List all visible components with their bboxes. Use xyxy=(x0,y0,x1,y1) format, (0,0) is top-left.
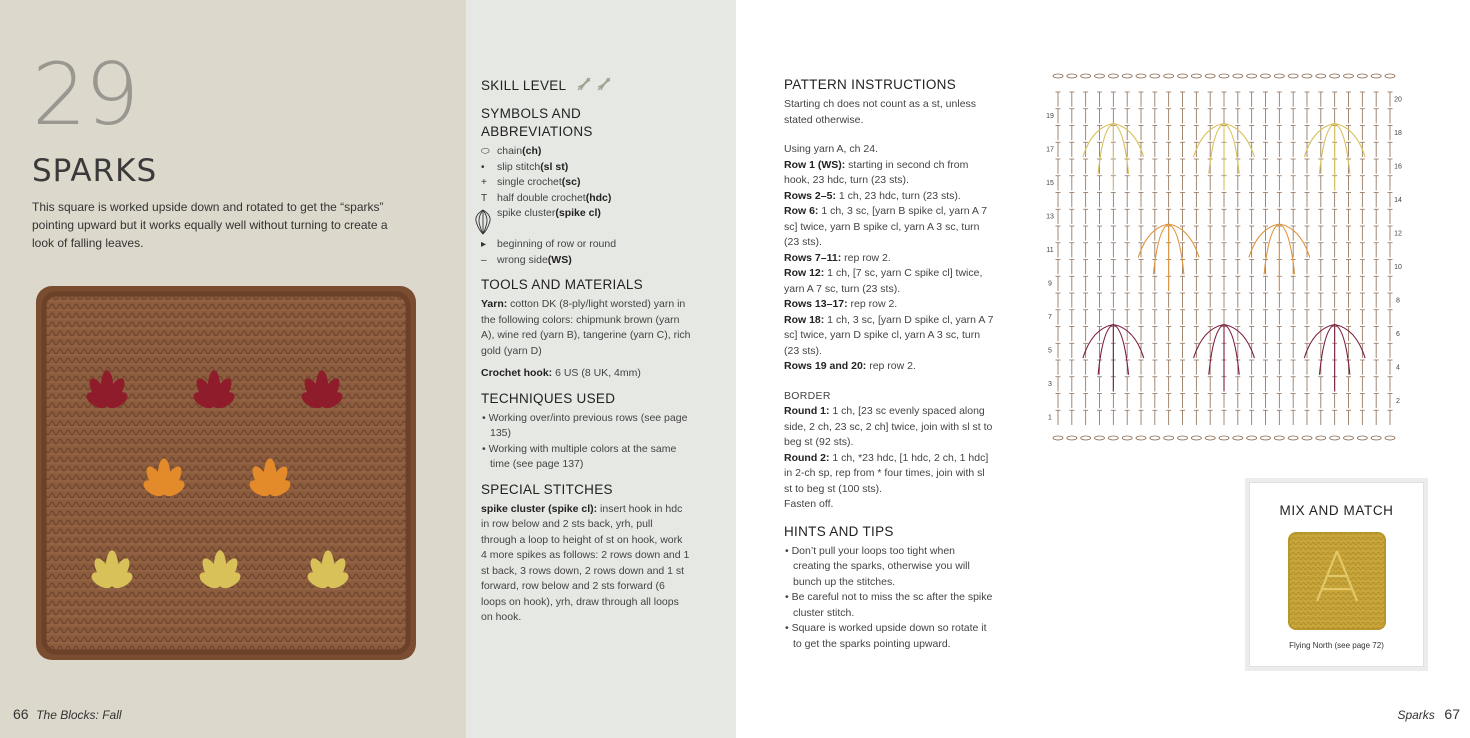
hdc-icon: T xyxy=(481,192,488,204)
chart-row-number: 15 xyxy=(1046,180,1054,188)
hook-info: Crochet hook: 6 US (8 UK, 4mm) xyxy=(481,367,641,379)
chart-row-number: 18 xyxy=(1394,129,1402,137)
chart-row-number: 9 xyxy=(1048,280,1052,288)
mix-and-match-caption: Flying North (see page 72) xyxy=(1289,641,1384,650)
techniques-heading: TECHNIQUES USED xyxy=(481,390,616,406)
fasten-off: Fasten off. xyxy=(784,498,834,510)
chart-row-number: 6 xyxy=(1396,330,1400,338)
mix-and-match-image xyxy=(1287,531,1387,631)
special-stitches-heading: SPECIAL STITCHES xyxy=(481,481,613,497)
pattern-row: Row 6: 1 ch, 3 sc, [yarn B spike cl, yarn A 7 sc] twice, yarn B spike cl, yarn A 3 sc, turn (23 sts). xyxy=(784,205,988,248)
middle-column xyxy=(481,76,691,634)
pattern-row: Row 18: 1 ch, 3 sc, [yarn D spike cl, yarn A 7 sc] twice, yarn D spike cl, yarn A 3 sc, turn (23 sts). xyxy=(784,313,994,357)
spike-cluster-mark xyxy=(1194,325,1255,392)
intro-text: This square is worked upside down and rotated to get the “sparks” pointing upward but it works equally well without turning to create a look of falling leaves. xyxy=(32,200,388,250)
technique-item: • Working with multiple colors at the same time (see page 137) xyxy=(482,442,677,470)
chart-row-number: 20 xyxy=(1394,96,1402,104)
pattern-heading: PATTERN INSTRUCTIONS xyxy=(784,77,957,92)
left-section-title: The Blocks: Fall xyxy=(36,708,122,722)
chain-icon: ⬭ xyxy=(481,146,490,157)
pattern-row: Row 12: 1 ch, [7 sc, yarn C spike cl] twice, yarn A 7 sc, turn (23 sts). xyxy=(784,267,983,295)
single-crochet-icon: + xyxy=(481,177,487,188)
technique-item: • Working over/into previous rows (see page 135) xyxy=(482,411,688,439)
special-stitch-text: spike cluster (spike cl): insert hook in hdc in row below and 2 sts back, yrh, pull through a loop to height of st on hook, work 4 more spikes as follows: 2 rows down and 1 st back, 3 rows down, 2 rows down and 1 st forward, row below and 2 sts forward (6 loops on hook), yrh, draw through all loops on hook. xyxy=(481,502,690,623)
chart-row-number: 17 xyxy=(1046,146,1054,154)
chart-row-number: 10 xyxy=(1394,263,1402,271)
page-title: SPARKS xyxy=(32,153,158,189)
symbol-slip-stitch: • slip stitch (sl st) xyxy=(481,160,691,176)
pattern-row: Rows 2–5: 1 ch, 23 hdc, turn (23 sts). xyxy=(784,189,961,202)
spike-cluster-mark xyxy=(1249,224,1310,291)
symbol-chain: ⬭ chain (ch) xyxy=(481,144,691,160)
mix-and-match-box xyxy=(1249,482,1424,667)
tools-heading: TOOLS AND MATERIALS xyxy=(481,277,643,292)
symbol-half-double-crochet: T half double crochet (hdc) xyxy=(481,191,691,207)
skill-level-icon xyxy=(576,76,616,97)
mix-and-match-title: MIX AND MATCH xyxy=(1279,503,1394,518)
chart-row-number: 19 xyxy=(1046,113,1054,121)
chart-row-number: 16 xyxy=(1394,163,1402,171)
right-section-title: Sparks xyxy=(1397,708,1435,722)
pattern-row: Rows 13–17: rep row 2. xyxy=(784,298,898,310)
border-round: Round 2: 1 ch, *23 hdc, [1 hdc, 2 ch, 1 hdc] in 2-ch sp, rep from * four times, join with sl st to beg st (100 sts). xyxy=(784,451,989,495)
chart-row-number: 3 xyxy=(1048,381,1052,389)
spike-cluster-mark xyxy=(1083,325,1144,392)
slip-stitch-icon: • xyxy=(481,161,485,173)
stitch-chart xyxy=(1038,70,1410,445)
hints-heading: HINTS AND TIPS xyxy=(784,523,894,539)
chart-row-number: 14 xyxy=(1394,196,1402,204)
left-page-number: 66 xyxy=(13,706,29,722)
spike-cluster-mark xyxy=(1083,124,1144,191)
chart-row-number: 4 xyxy=(1396,364,1400,372)
pattern-intro: Starting ch does not count as a st, unless stated otherwise. xyxy=(784,98,977,126)
pattern-using: Using yarn A, ch 24. xyxy=(784,143,878,155)
right-page-number: 67 xyxy=(1444,706,1460,722)
symbol-beginning: ▸ beginning of row or round xyxy=(481,237,691,253)
skill-level-heading: SKILL LEVEL xyxy=(481,76,691,97)
chart-row-number: 7 xyxy=(1048,314,1052,322)
arrow-right-icon: ▸ xyxy=(481,239,487,250)
right-footer xyxy=(1397,706,1460,722)
wrong-side-icon: – xyxy=(481,254,487,266)
chart-row-number: 8 xyxy=(1396,297,1400,305)
left-page xyxy=(0,0,466,738)
pattern-row: Row 1 (WS): starting in second ch from hook, 23 hdc, turn (23 sts). xyxy=(784,158,969,186)
left-footer xyxy=(13,706,122,722)
chart-row-number: 12 xyxy=(1394,230,1402,238)
block-number: 29 xyxy=(32,45,138,145)
chart-row-number: 5 xyxy=(1048,347,1052,355)
crochet-square-photo xyxy=(34,284,418,662)
symbol-spike-cluster: spike cluster (spike cl) xyxy=(481,206,691,237)
right-column xyxy=(784,76,994,660)
border-heading: BORDER xyxy=(784,389,831,402)
hint-item: • Square is worked upside down so rotate it to get the sparks pointing upward. xyxy=(785,622,987,650)
spike-cluster-mark xyxy=(1194,124,1255,191)
symbols-heading: SYMBOLS AND ABBREVIATIONS xyxy=(481,106,593,139)
spike-cluster-mark xyxy=(1138,224,1199,291)
chart-row-number: 11 xyxy=(1046,247,1054,255)
border-round: Round 1: 1 ch, [23 sc evenly spaced along side, 2 ch, 23 sc, 2 ch] twice, join with sl st to beg st (92 sts). xyxy=(784,405,993,448)
pattern-row: Rows 19 and 20: rep row 2. xyxy=(784,360,916,372)
chart-row-number: 2 xyxy=(1396,397,1400,405)
hint-item: • Don’t pull your loops too tight when creating the sparks, otherwise you will bunch up the stitches. xyxy=(785,544,970,588)
chart-row-number: 13 xyxy=(1046,213,1054,221)
pattern-row: Rows 7–11: rep row 2. xyxy=(784,251,891,264)
hint-item: • Be careful not to miss the sc after the spike cluster stitch. xyxy=(785,591,993,619)
spike-cluster-mark xyxy=(1304,325,1365,392)
chart-row-number: 1 xyxy=(1048,414,1052,422)
symbol-single-crochet: + single crochet (sc) xyxy=(481,175,691,191)
yarn-info: Yarn: cotton DK (8-ply/light worsted) yarn in the following colors: chipmunk brown (yarn A), wine red (yarn B), tangerine (yarn C), rich gold (yarn D) xyxy=(481,298,691,357)
spike-cluster-mark xyxy=(1304,124,1365,191)
symbol-wrong-side: – wrong side (WS) xyxy=(481,253,691,269)
